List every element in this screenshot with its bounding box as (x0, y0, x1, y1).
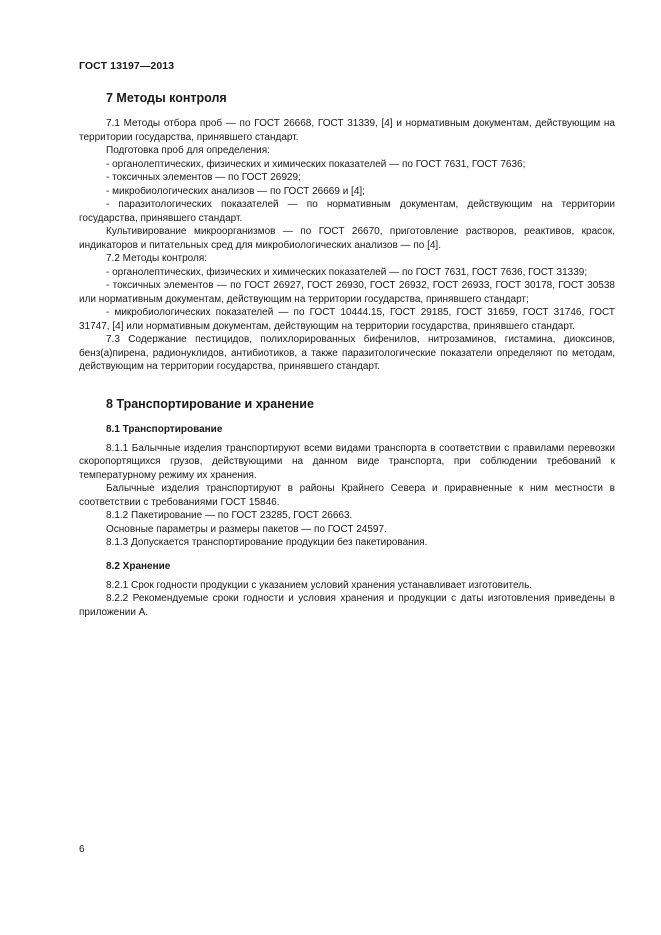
paragraph: 8.1.3 Допускается транспортирование продукции без пакетирования. (106, 537, 428, 548)
paragraph: Балычные изделия транспортируют в районы Крайнего Севера и приравненные к ним местности в соответствии с требованиями ГОСТ 15846. (79, 483, 615, 508)
subsection-8-2-title: 8.2 Хранение (106, 560, 171, 572)
paragraph: 8.1.1 Балычные изделия транспортируют всеми видами транспорта в соответствии с правилами перевозки скоропортящихся грузов, действующими на данном виде транспорта, при соблюдении требований к температурному режиму их хранения. (79, 442, 615, 481)
list-item: - органолептических, физических и химических показателей — по ГОСТ 7631, ГОСТ 7636, ГОСТ 31339; (106, 266, 588, 278)
running-header: ГОСТ 13197—2013 (79, 60, 175, 72)
list-item: - микробиологических анализов — по ГОСТ 26669 и [4]; (106, 185, 365, 197)
paragraph: 8.2.1 Срок годности продукции с указанием условий хранения устанавливает изготовитель. (106, 579, 533, 591)
subsection-8-1-title: 8.1 Транспортирование (106, 423, 223, 435)
list-item: - микробиологических показателей — по ГОСТ 10444.15, ГОСТ 29185, ГОСТ 31659, ГОСТ 31746, ГОСТ 31747, [4] или нормативным документам, действующим на территории государства, принявшего стандарт. (79, 307, 615, 332)
paragraph: Подготовка проб для определения: (106, 145, 270, 156)
paragraph: Культивирование микроорганизмов — по ГОСТ 26670, приготовление растворов, реактивов, красок, индикаторов и питательных сред для микробиологических анализов — по [4]. (79, 226, 615, 251)
list-item: - органолептических, физических и химических показателей — по ГОСТ 7631, ГОСТ 7636; (106, 158, 526, 170)
paragraph: 7.1 Методы отбора проб — по ГОСТ 26668, ГОСТ 31339, [4] и нормативным документам, действующим на территории государства, принявшего стандарт. (79, 118, 615, 143)
list-item: - паразитологических показателей — по нормативным документам, действующим на территории государства, принявшего стандарт. (79, 199, 615, 224)
section-8-title: 8 Транспортирование и хранение (106, 396, 314, 411)
document-body (79, 90, 615, 619)
section-7-title: 7 Методы контроля (106, 91, 227, 105)
list-item: - токсичных элементов — по ГОСТ 26927, ГОСТ 26930, ГОСТ 26932, ГОСТ 26933, ГОСТ 30178, ГОСТ 30538 или нормативным документам, действующим на территории государства, принявшего стандарт; (79, 280, 615, 305)
paragraph: Основные параметры и размеры пакетов — по ГОСТ 24597. (106, 523, 387, 535)
list-item: - токсичных элементов — по ГОСТ 26929; (106, 172, 301, 183)
paragraph: 8.1.2 Пакетирование — по ГОСТ 23285, ГОСТ 26663. (106, 510, 353, 521)
paragraph: 7.3 Содержание пестицидов, полихлорированных бифенилов, нитрозаминов, гистамина, диоксинов, бенз(а)пирена, радионуклидов, антибиотиков, а также паразитологические показатели определяют по методам, действующим на территории государства, принявшего стандарт. (79, 334, 615, 372)
paragraph: 7.2 Методы контроля: (106, 253, 208, 264)
page-number: 6 (79, 844, 85, 855)
paragraph: 8.2.2 Рекомендуемые сроки годности и условия хранения и продукции с даты изготовления приведены в приложении А. (79, 593, 615, 618)
